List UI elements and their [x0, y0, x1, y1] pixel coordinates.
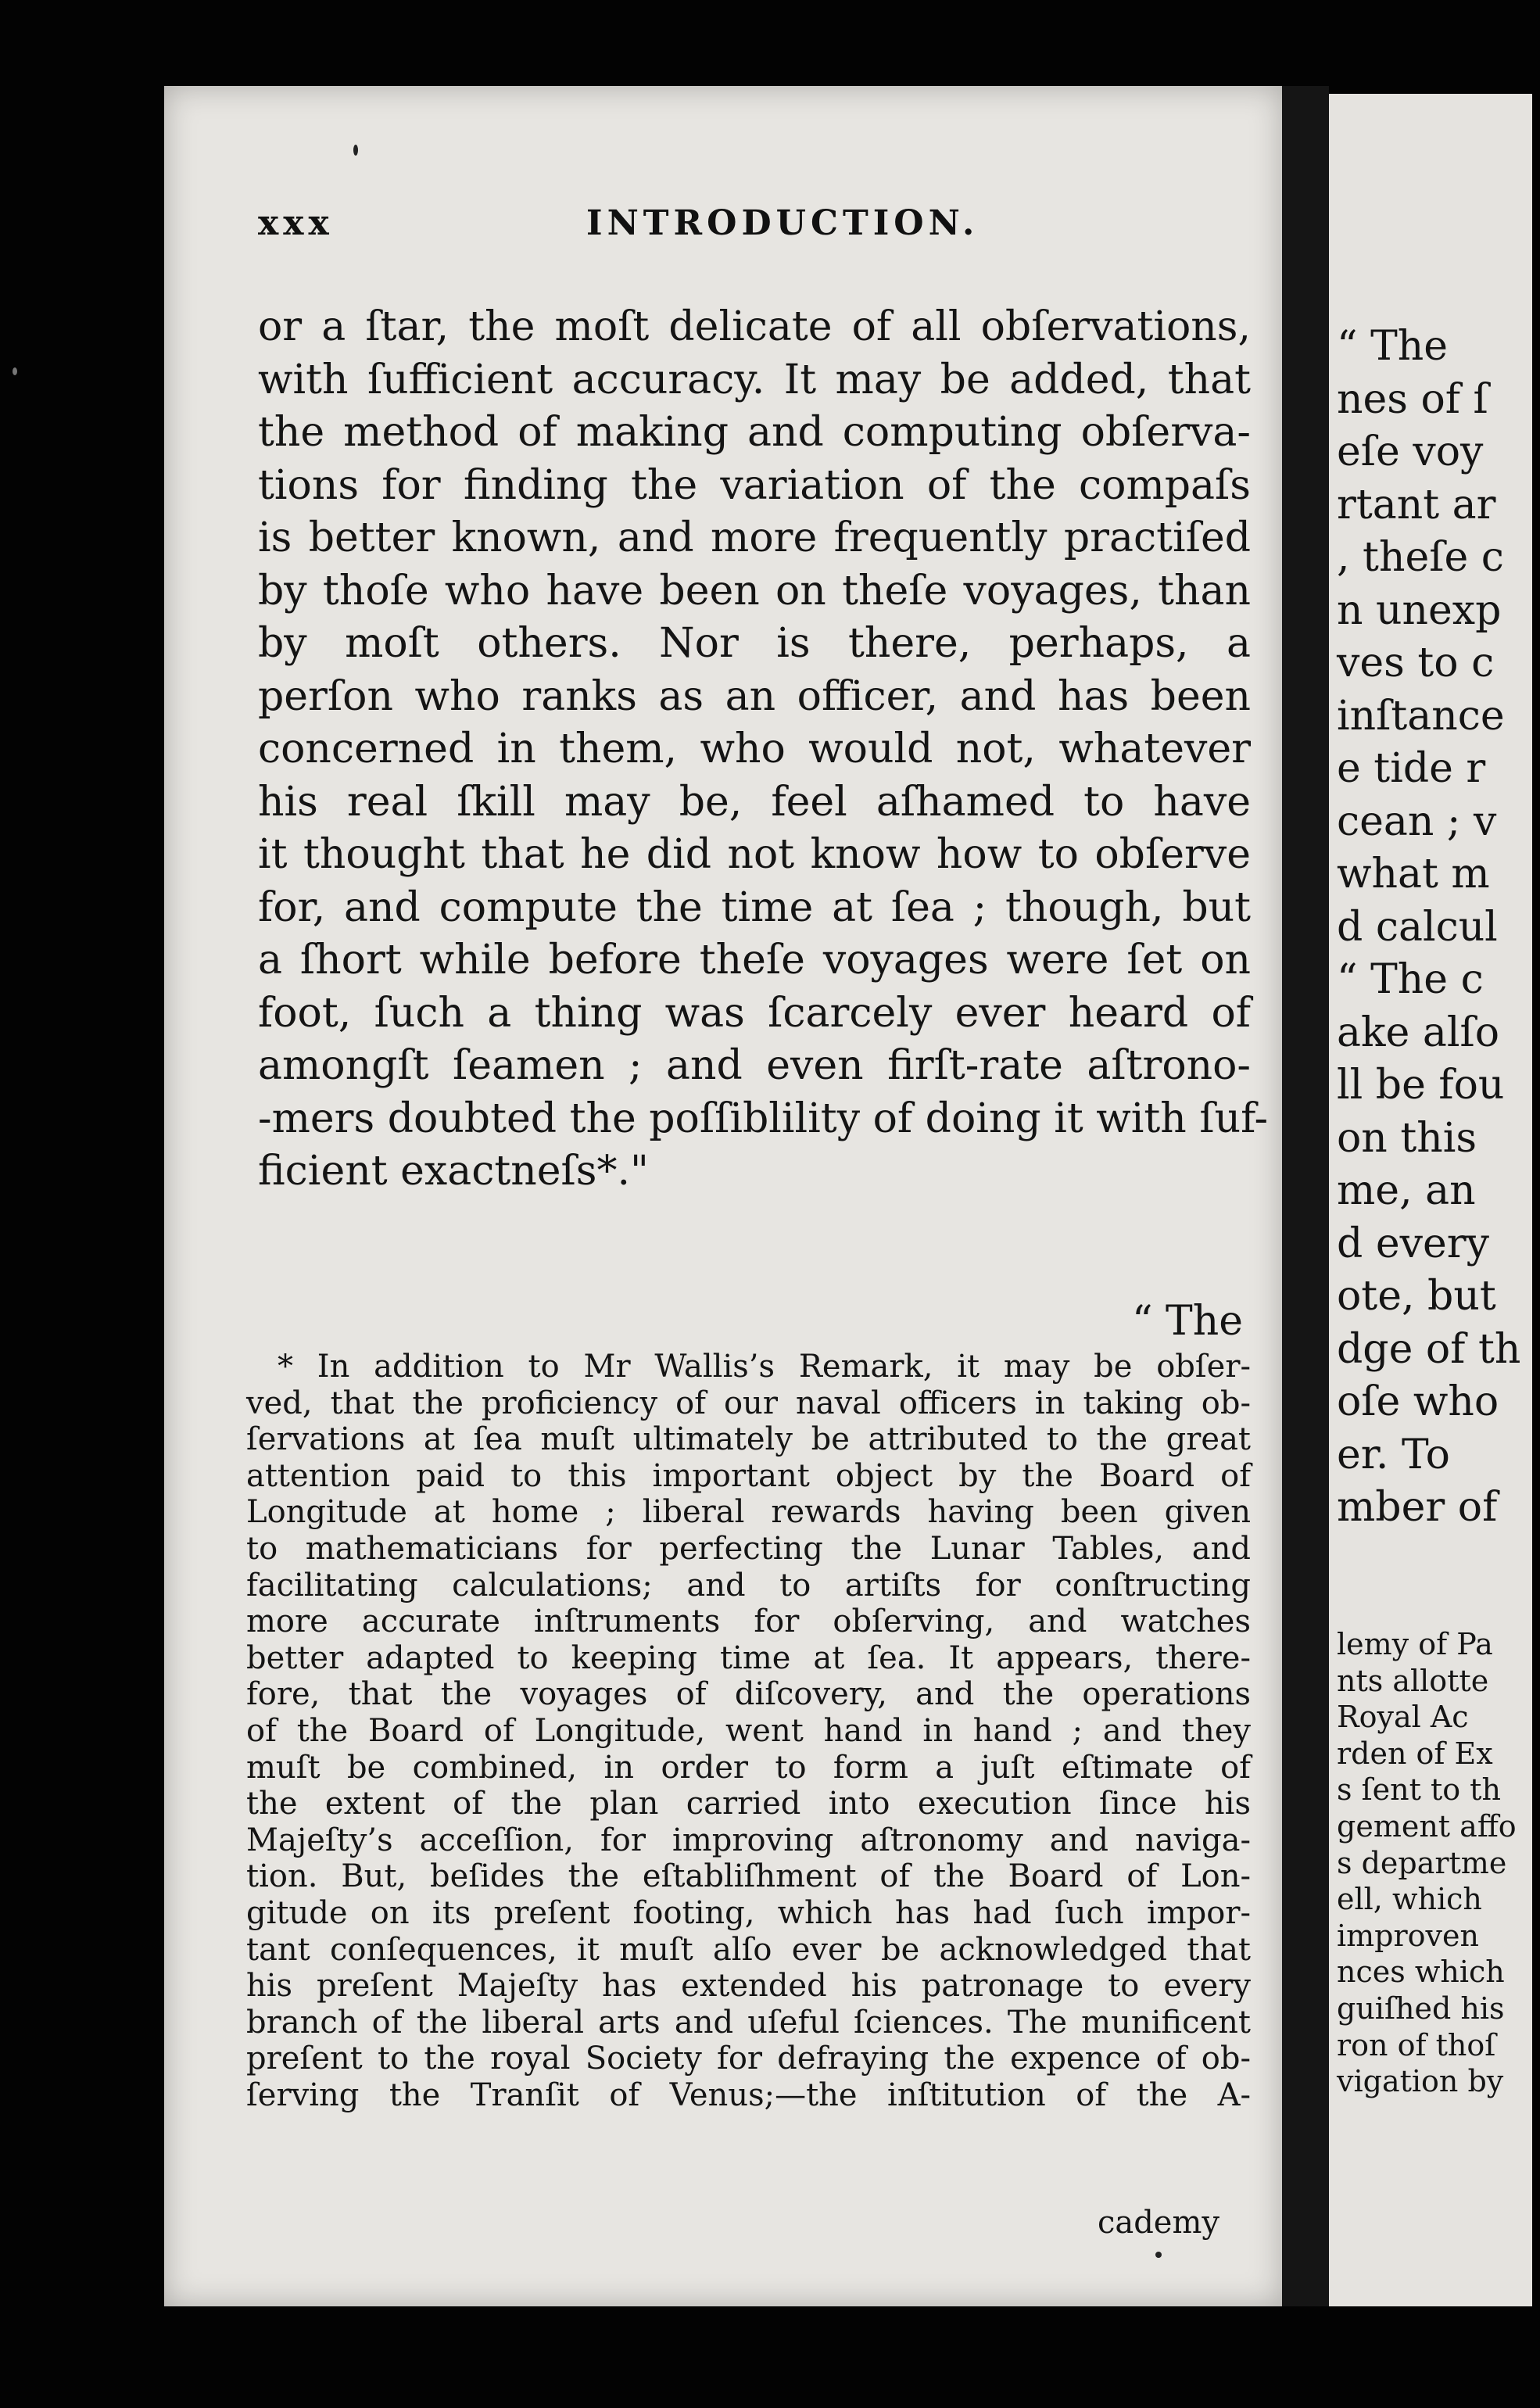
- footnote-line: branch of the liberal arts and uſeful ſciences. The munificent: [246, 2004, 1251, 2041]
- footnote-line: * In addition to Mr Wallis’s Remark, it may be obſer-: [278, 1349, 1251, 1385]
- facing-page-footnote-line: ell, which: [1337, 1882, 1482, 1917]
- footnote-line: tant conſequences, it muſt alſo ever be acknowledged that: [246, 1931, 1251, 1968]
- facing-page-main-text: [1337, 321, 1540, 1535]
- body-text-line: or a ſtar, the moſt delicate of all obſervations,: [258, 303, 1251, 350]
- facing-page-footnote-line: Royal Ac: [1337, 1700, 1469, 1735]
- facing-page: [1329, 94, 1532, 2306]
- facing-page-footnote-line: guiſhed his: [1337, 1991, 1505, 2026]
- facing-page-line: ake alſo: [1337, 1009, 1499, 1056]
- facing-page-line: “ The c: [1337, 956, 1484, 1003]
- body-text-line: by moſt others. Nor is there, perhaps, a: [258, 620, 1251, 667]
- ink-speck: [13, 367, 17, 375]
- facing-page-line: d every: [1337, 1220, 1489, 1267]
- facing-page-line: , theſe c: [1337, 534, 1504, 581]
- body-text-line: with ſufficient accuracy. It may be added, that: [258, 356, 1251, 403]
- body-text: [258, 301, 1269, 1199]
- facing-page-line: n unexp: [1337, 586, 1502, 634]
- catchword: “ The: [1131, 1298, 1243, 1345]
- footnote: [246, 1349, 1251, 2113]
- body-text-line: amongſt ſeamen ; and even firſt-rate aſtrono-: [258, 1042, 1251, 1089]
- body-text-line: the method of making and computing obſerva-: [258, 409, 1251, 456]
- body-text-line: it thought that he did not know how to obſerve: [258, 831, 1251, 878]
- body-text-line: ficient exactneſs*.": [258, 1148, 649, 1195]
- facing-page-line: ote, but: [1337, 1273, 1496, 1320]
- footnote-line: more accurate inſtruments for obſerving, and watches: [246, 1604, 1251, 1640]
- body-text-line: perſon who ranks as an officer, and has been: [258, 672, 1251, 720]
- facing-page-footnote-line: ron of thoſ: [1337, 2027, 1496, 2062]
- body-text-line: by thoſe who have been on theſe voyages, than: [258, 567, 1251, 615]
- facing-page-line: “ The: [1337, 323, 1449, 370]
- body-text-line: foot, ſuch a thing was ſcarcely ever heard of: [258, 989, 1251, 1037]
- body-text-line: a ſhort while before theſe voyages were ſet on: [258, 937, 1251, 984]
- body-text-line: concerned in them, who would not, whatever: [258, 726, 1251, 772]
- body-text-line: -mers doubted the poſſiblility of doing it with ſuf-: [258, 1095, 1269, 1142]
- footnote-line: his preſent Majeſty has extended his patronage to every: [246, 1968, 1251, 2005]
- facing-page-line: eſe voy: [1337, 428, 1484, 475]
- footnote-line: Longitude at home ; liberal rewards having been given: [246, 1494, 1251, 1531]
- book-gutter: [1282, 86, 1329, 2306]
- facing-page-footnote-line: lemy of Pa: [1337, 1627, 1493, 1661]
- facing-page-line: e tide r: [1337, 745, 1486, 792]
- facing-page-footnote-line: s departme: [1337, 1845, 1507, 1880]
- footnote-line: gitude on its preſent footing, which has had ſuch impor-: [246, 1894, 1251, 1931]
- facing-page-line: me, an: [1337, 1167, 1476, 1214]
- facing-page-line: d calcul: [1337, 903, 1498, 951]
- facing-page-line: dge of th: [1337, 1325, 1521, 1373]
- facing-page-line: on this: [1337, 1114, 1477, 1162]
- ink-speck: [1155, 2252, 1162, 2258]
- footnote-line: ſervations at ſea muſt ultimately be attributed to the great: [246, 1421, 1251, 1458]
- body-text-line: is better known, and more frequently practiſed: [258, 514, 1251, 561]
- body-text-line: tions for finding the variation of the compaſs: [258, 461, 1251, 509]
- footnote-line: muſt be combined, in order to form a juſt eſtimate of: [246, 1749, 1251, 1786]
- footnote-catchword: cademy: [1097, 2205, 1219, 2241]
- footnote-line: to mathematicians for perfecting the Lunar Tables, and: [246, 1530, 1251, 1567]
- facing-page-footnote-line: gement affo: [1337, 1808, 1517, 1844]
- footnote-line: ved, that the proficiency of our naval officers in taking ob-: [246, 1385, 1251, 1421]
- facing-page-footnote: [1337, 1626, 1540, 2100]
- facing-page-line: cean ; v: [1337, 797, 1497, 845]
- facing-page-line: inſtance: [1337, 692, 1505, 740]
- running-head: INTRODUCTION.: [586, 203, 980, 243]
- facing-page-footnote-line: s ſent to th: [1337, 1772, 1501, 1808]
- facing-page-line: ll be fou: [1337, 1062, 1505, 1109]
- facing-page-line: oſe who: [1337, 1378, 1499, 1425]
- facing-page-line: mber of: [1337, 1484, 1498, 1531]
- facing-page-line: what m: [1337, 851, 1490, 898]
- footnote-line: facilitating calculations; and to artiſts for conſtructing: [246, 1567, 1251, 1604]
- footnote-line: preſent to the royal Society for defraying the expence of ob-: [246, 2041, 1251, 2077]
- facing-page-line: nes of ſ: [1337, 375, 1488, 423]
- ink-speck: [353, 145, 358, 156]
- facing-page-footnote-line: nts allotte: [1337, 1663, 1489, 1698]
- body-text-line: for, and compute the time at ſea ; though, but: [258, 883, 1251, 931]
- page-content: [164, 86, 1282, 2306]
- page-header: [258, 203, 1196, 250]
- facing-page-line: er. To: [1337, 1431, 1450, 1478]
- footnote-line: better adapted to keeping time at ſea. It appears, there-: [246, 1639, 1251, 1676]
- footnote-line: of the Board of Longitude, went hand in hand ; and they: [246, 1712, 1251, 1749]
- footnote-line: tion. But, beſides the eſtabliſhment of the Board of Lon-: [246, 1858, 1251, 1895]
- footnote-line: the extent of the plan carried into execution ſince his: [246, 1786, 1251, 1822]
- page-number: xxx: [258, 203, 334, 243]
- footnote-line: Majeſty’s acceſſion, for improving aſtronomy and naviga-: [246, 1822, 1251, 1858]
- facing-page-line: ves to c: [1337, 640, 1495, 686]
- facing-page-line: rtant ar: [1337, 481, 1496, 529]
- facing-page-footnote-line: vigation by: [1337, 2064, 1504, 2099]
- footnote-line: ſerving the Tranſit of Venus;—the inſtitution of the A-: [246, 2077, 1251, 2113]
- facing-page-footnote-line: improven: [1337, 1918, 1479, 1953]
- facing-page-footnote-line: nces which: [1337, 1955, 1505, 1990]
- body-text-line: his real ſkill may be, feel aſhamed to have: [258, 778, 1251, 826]
- facing-page-footnote-line: rden of Ex: [1337, 1736, 1493, 1771]
- footnote-line: attention paid to this important object by the Board of: [246, 1457, 1251, 1494]
- footnote-line: fore, that the voyages of diſcovery, and the operations: [246, 1676, 1251, 1713]
